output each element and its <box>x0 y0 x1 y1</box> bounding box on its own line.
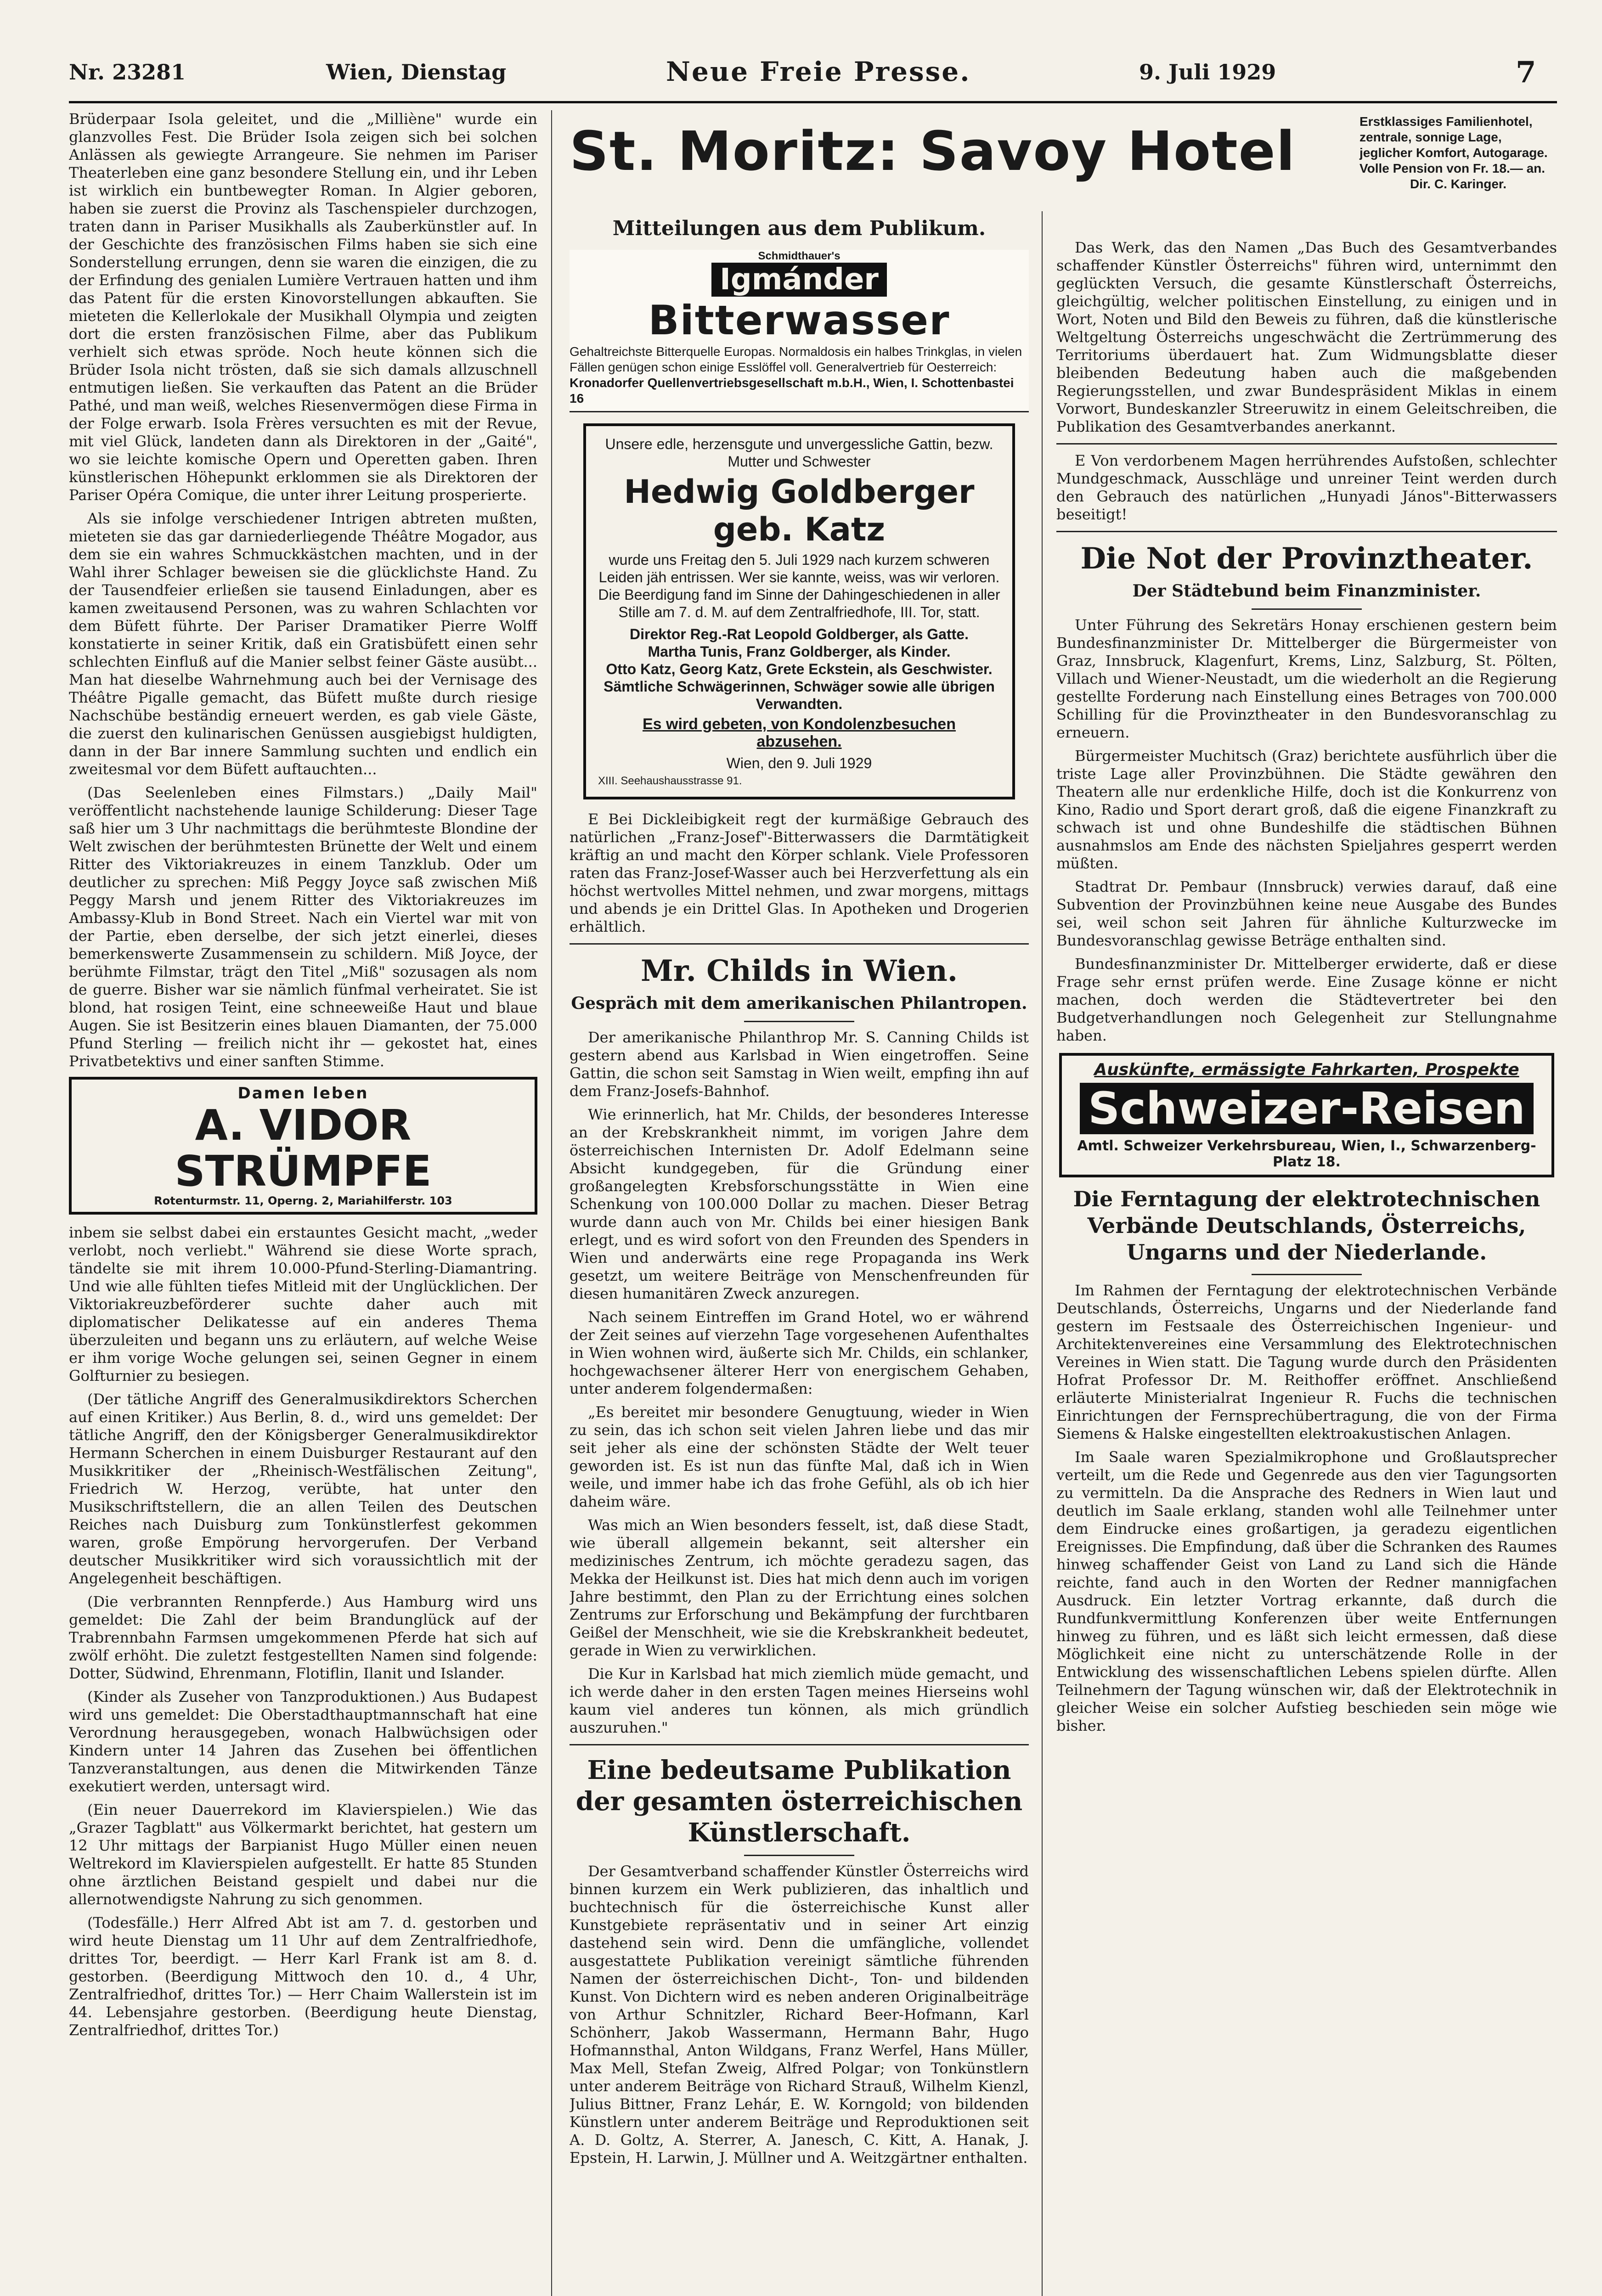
obituary-date: Wien, den 9. Juli 1929 <box>726 755 872 771</box>
article-paragraph: Bürgermeister Muchitsch (Graz) berichtete ausführlich über die triste Lage aller Provinzbühnen. Die Städte gewähren den Theatern alle nur erdenkliche Hilfe, doch ist die Konkurrenz von Kino, Radio und Sport derart groß, daß die eigene Finanzkraft zu schwach ist und ohne Bundeshilfe die städtischen Bühnen ausnahmslos am Ende des nächsten Spieljahres gesperrt werden müßten. <box>1056 747 1557 872</box>
obituary-family: Martha Tunis, Franz Goldberger, als Kinder. <box>648 643 951 660</box>
obituary-family: Sämtliche Schwägerinnen, Schwäger sowie alle übrigen Verwandten. <box>604 678 995 712</box>
article-subheading: Der Städtebund beim Finanzminister. <box>1132 581 1481 601</box>
article-paragraph: Unter Führung des Sekretärs Honay erschienen gestern beim Bundesfinanzminister Dr. Mittelberger die Bürgermeister von Graz, Innsbruck, Klagenfurt, Krems, Linz, Salzburg, St. Pölten, Villach und Wiener-Neustadt, um die wiederholt an die Regierung gestellte Forderung nach Einstellung eines Betrages von 700.000 Schilling für die Provinztheater in den Bundesvoranschlag zu erneuern. <box>1056 616 1557 741</box>
article-heading: Die Not der Provinztheater. <box>1080 541 1533 576</box>
article-paragraph: Nach seinem Eintreffen im Grand Hotel, wo er während der Zeit seines auf vierzehn Tage vorgesehenen Aufenthaltes in Wien wohnen wird, äußerte sich Mr. Childs, ein schlanker, hochgewachsener älterer Herr von energischem Gehaben, unter anderem folgendermaßen: <box>570 1308 1029 1397</box>
schweizer-reisen-advertisement <box>1059 1053 1554 1177</box>
issue-date: 9. Juli 1929 <box>1139 60 1276 84</box>
article-paragraph: (Das Seelenleben eines Filmstars.) „Daily Mail" veröffentlicht nachstehende launige Schilderung: Dieser Tage saß hier um 3 Uhr nachmittags die berühmteste Blondine der Welt zwischen der berühmtesten Brünette der Welt und einem Ritter des Viktoriakreuzes in einem Tanzklub. Oder um deutlicher zu sprechen: Miß Peggy Joyce saß zwischen Miß Peggy Marsh und jenem Ritter des Viktoriakreuzes im Ambassy-Klub in Bond Street. Nach ein Viertel war mit von der Partie, eben derselbe, der sich jetzt einerlei, dieses bemerkenswerte Zusammensein zu schildern. Miß Joyce, der berühmte Filmstar, trägt den Titel „Miß" sozusagen als nom de guerre. Bisher war sie nämlich fünfmal verheiratet. Sie ist blond, hat rosigen Teint, eine schneeweiße Haut und blaue Augen. Sie ist Besitzerin eines blauen Diamanten, der 75.000 Pfund Sterling — freilich nicht ihr — gekostet hat, eines Privatbetektivs und einer sanften Stimme. <box>69 784 537 1070</box>
vidor-advertisement <box>69 1077 537 1215</box>
article-paragraph: (Todesfälle.) Herr Alfred Abt ist am 7. d. gestorben und wird heute Dienstag um 11 Uhr auf dem Zentralfriedhofe, drittes Tor, beerdigt. — Herr Karl Frank ist am 8. d. gestorben. (Beerdigung Mittwoch den 10. d., 4 Uhr, Zentralfriedhof, drittes Tor.) — Herr Chaim Wallerstein ist im 44. Lebensjahre gestorben. (Beerdigung heute Dienstag, Zentralfriedhof, drittes Tor.) <box>69 1914 537 2039</box>
divider <box>570 1744 1029 1745</box>
schweiz-tagline: Auskünfte, ermässigte Fahrkarten, Prospekte <box>1094 1060 1519 1079</box>
article-paragraph: inbem sie selbst dabei ein erstauntes Gesicht macht, „weder verlobt, noch verliebt." Während sie diese Worte sprach, tändelte sie mit ihrem 10.000-Pfund-Sterling-Diamantring. Und wie alle fühlten tiefes Mitleid mit der Unglücklichen. Der Viktoriakreuzbeförderer suchte daher auch mit diplomatischer Delikatesse auf ein anderes Thema überzuleiten und begann uns zu erläutern, auf welche Weise er ihm vorige Woche gelungen sei, seinen Gegner in einem Golfturnier zu besiegen. <box>69 1224 537 1384</box>
article-paragraph: Im Rahmen der Ferntagung der elektrotechnischen Verbände Deutschlands, Österreichs, Ungarns und der Niederlande fand gestern im Festsaale des Österreichischen Ingenieur- und Architektenvereines eine Versammlung des Elektrotechnischen Vereines in Wien statt. Die Tagung wurde durch den Präsidenten Hofrat Professor Dr. M. Reithoffer eröffnet. Anschließend erläuterte Ministerialrat Ingenieur R. Fuchs die technischen Einrichtungen der Fernsprechübertragung, die von der Firma Siemens & Halske eingestellten elektroakustischen Anlagen. <box>1056 1282 1557 1442</box>
article-paragraph: Brüderpaar Isola geleitet, und die „Milliène" wurde ein glanzvolles Fest. Die Brüder Isola zeigen sich bei solchen Anlässen als gewiegte Arrangeure. Sie nehmen im Pariser Theaterleben eine ganz besondere Stellung ein, und ihr Leben ist wirklich ein buntbewegter Roman. In Algier geboren, haben sie zuerst die Provinz als Taschenspieler durchzogen, traten dann in Pariser Musikhalls als Zauberkünstler auf. In der Geschichte des französischen Films haben sie sich eine Sonderstellung errungen, denn sie waren die einzigen, die zu der Erfindung des genialen Lumière Vertrauen hatten und ihm das Patent für die ersten Kinovorstellungen abkauften. Sie mieteten die Kellerlokale der Musikhall Olympia und zeigten dort die ersten französischen Filme, aber das Publikum verhielt sich etwas spröde. Noch heute können sich die Brüder Isola nicht trösten, daß sie sich damals allzuschnell entmutigen ließen. Sie verkauften das Patent an die Brüder Pathé, und man weiß, welches Riesenvermögen diese Firma in der Folge erwarb. Isola Frères versuchten es mit der Revue, mit viel Glück, landeten dann als Direktoren in der „Gaité", wo sie leichte komische Opern und Operetten gaben. Ihren künstlerischen Höhepunkt erklommen sie als Direktoren der Pariser Opéra Comique, die unter ihrer Leitung prosperierte. <box>69 110 537 504</box>
article-heading: Die Ferntagung der elektrotechnischen Verbände Deutschlands, Österreichs, Ungarns und der Niederlande. <box>1073 1187 1540 1265</box>
article-paragraph: Das Werk, das den Namen „Das Buch des Gesamtverbandes schaffender Künstler Österreichs" führen wird, unternimmt den geglückten Versuch, die gesamte Künstlerschaft Österreichs, gleichgültig, welcher politischen Einstellung, zu einigen und in Wort, Noten und Bild den Beweis zu führen, daß die künstlerische Weltgeltung Österreichs ungeschwächt die Zertrümmerung des Territoriums überdauert hat. Zum Widmungsblatte dieser bleibenden Bedeutung haben auch die maßgebenden Regierungsstellen, und zwar Bundespräsident Miklas in einem Vorwort, Bundeskanzler Streeruwitz in einem Geleitschreiben, die Publikation des Gesamtverbandes anerkannt. <box>1056 239 1557 435</box>
hotel-description: Erstklassiges Familienhotel, zentrale, sonnige Lage, jeglicher Komfort, Autogarage. Volle Pension von Fr. 18.— an. <box>1359 114 1548 175</box>
hotel-director: Dir. C. Karinger. <box>1410 177 1507 191</box>
issue-city-day: Wien, Dienstag <box>326 60 507 84</box>
newspaper-title: Neue Freie Presse. <box>666 56 971 87</box>
article-paragraph: (Die verbrannten Rennpferde.) Aus Hamburg wird uns gemeldet: Die Zahl der beim Brandunglück auf der Trabrennbahn Farmsen umgekommenen Pferde hat sich auf zwölf erhöht. Die zuletzt festgestellten Namen sind folgende: Dotter, Südwind, Ehrenmann, Flotiflin, Ilanit und Islander. <box>69 1593 537 1682</box>
igm-product: Bitterwasser <box>648 297 950 344</box>
schweiz-address: Amtl. Schweizer Verkehrsbureau, Wien, I., Schwarzenberg-Platz 18. <box>1077 1138 1536 1170</box>
divider <box>570 943 1029 945</box>
article-paragraph: Bundesfinanzminister Dr. Mittelberger erwiderte, daß er diese Frage sehr ernst prüfen werde. Eine Zusage könne er nicht machen, doch werden die Städtevertreter bei den Budgetverhandlungen noch Gelegenheit zur Stellungnahme haben. <box>1056 955 1557 1044</box>
vidor-address: Rotenturmstr. 11, Operng. 2, Mariahilferstr. 103 <box>154 1194 452 1207</box>
divider <box>1056 443 1557 445</box>
article-paragraph: Was mich an Wien besonders fesselt, ist, daß diese Stadt, wie überall allgemein bekannt, seit altersher ein medizinisches Zentrum, ich möchte geradezu sagen, das Mekka der Heilkunst ist. Dies hat mich denn auch im vorigen Jahre bestimmt, den Plan zu der Errichtung eines solchen Zentrums zur Erforschung und Bekämpfung der furchtbaren Geißel der Menschheit, wie sie die Krebskrankheit bedeutet, gerade in Wien zu verwirklichen. <box>570 1516 1029 1659</box>
hotel-name: St. Moritz: Savoy Hotel <box>570 119 1296 183</box>
article-paragraph: (Kinder als Zuseher von Tanzproduktionen.) Aus Budapest wird uns gemeldet: Die Oberstadthauptmannschaft hat eine Verordnung herausgegeben, wonach Halbwüchsigen oder Kindern unter 14 Jahren das Zusehen bei öffentlichen Tanzveranstaltungen, aus denen die Mitwirkenden Tänze exekutiert werden, untersagt wird. <box>69 1688 537 1795</box>
divider <box>744 1021 854 1022</box>
article-paragraph: „Es bereitet mir besondere Genugtuung, wieder in Wien zu sein, das ich schon seit vielen Jahren liebe und das mir seit jeher als eine der schönsten Städte der Welt teuer geworden ist. Es ist nun das fünfte Mal, daß ich in Wien weile, und immer habe ich das frohe Gefühl, als ob ich hier daheim wäre. <box>570 1403 1029 1510</box>
obituary-family: Otto Katz, Georg Katz, Grete Eckstein, als Geschwister. <box>606 661 993 677</box>
article-paragraph: Als sie infolge verschiedener Intrigen abtreten mußten, mieteten sie das gar darniederliegende Théâtre Mogador, aus dem sie ein wahres Schmuckkästchen machten, und in der Wahl ihrer Schlager beweisen sie die glücklichste Hand. Zu der Tausendfeier erließen sie tausend Einladungen, aber es kamen zweitausend Personen, was zu wahren Schlachten vor dem Büfett führte. Der Pariser Dramatiker Pierre Wolff konstatierte in seiner Kritik, daß ein Gratisbüfett einen sehr schlechten Einfluß auf die Manier selbst feiner Gäste ausübt... Man hat dieselbe Wahrnehmung auch bei der Vernisage des Théâtre Pigalle gemacht, das Büfett mußte durch riesige Nachschübe beständig erneuert werden, es gab viele Gäste, die zuerst den kulinarischen Genüssen ausgiebigst huldigten, dann in der Bar innere Sammlung suchten und endlich ein zweitesmal vor dem Büfett auftauchten... <box>69 510 537 778</box>
article-subheading: Gespräch mit dem amerikanischen Philantropen. <box>571 994 1027 1013</box>
vidor-tagline: Damen leben <box>237 1084 369 1103</box>
column-left <box>69 110 537 2296</box>
obituary-notice <box>583 423 1015 799</box>
article-heading: Mr. Childs in Wien. <box>640 954 958 988</box>
page-number: 7 <box>1516 55 1536 90</box>
divider <box>1056 531 1557 532</box>
article-paragraph: (Der tätliche Angriff des Generalmusikdirektors Scherchen auf einen Kritiker.) Aus Berlin, 8. d., wird uns gemeldet: Der tätliche Angriff, den der Königsberger Generalmusikdirektor Hermann Scherchen in einem Duisburger Restaurant auf den Musikkritiker der „Rheinisch-Westfälischen Zeitung", Friedrich W. Herzog, verübte, hat unter den Musikschriftstellern, die an allen Teilen des Deutschen Reiches nach Duisburg zum Tonkünstlerfest gekommen waren, große Empörung hervorgerufen. Der Verband deutscher Musikkritiker wird sich voraussichtlich mit der Angelegenheit beschäftigen. <box>69 1390 537 1587</box>
hotel-advertisement-details <box>1359 114 1557 192</box>
vidor-brand: A. VIDOR STRÜMPFE <box>175 1101 432 1196</box>
igm-brand: Igmánder <box>711 263 887 297</box>
newspaper-page <box>69 55 1557 2296</box>
divider <box>1252 1274 1362 1275</box>
obituary-address: XIII. Seehaushausstrasse 91. <box>598 775 742 787</box>
igm-dealer: Kronadorfer Quellenvertriebsgesellschaft m.b.H., Wien, I. Schottenbastei 16 <box>570 376 1014 405</box>
igmander-advertisement <box>570 250 1029 412</box>
obituary-text: wurde uns Freitag den 5. Juli 1929 nach kurzem schweren Leiden jäh entrissen. Wer sie kannte, weiss, was wir verloren. Die Beerdigung fand im Sinne der Dahingeschiedenen in aller Stille am 7. d. M. auf dem Zentralfriedhofe, III. Tor, statt. <box>598 551 1000 620</box>
hotel-advertisement <box>570 115 1350 193</box>
igm-producer: Schmidthauer's <box>758 250 840 262</box>
divider <box>744 1855 854 1856</box>
article-paragraph: Stadtrat Dr. Pembaur (Innsbruck) verwies darauf, daß eine Subvention der Provinzbühnen keine neue Ausgabe des Bundes sei, weil schon seit Jahren für ähnliche Kulturzwecke im Bundesvoranschlag gewisse Beträge enthalten sind. <box>1056 878 1557 949</box>
obituary-name: Hedwig Goldberger geb. Katz <box>624 473 975 548</box>
issue-number: Nr. 23281 <box>69 60 186 84</box>
article-paragraph: Im Saale waren Spezialmikrophone und Großlautsprecher verteilt, um die Rede und Gegenrede aus den vier Tagungsorten zu vermitteln. Da die Ansprache des Redners in Wien laut und deutlich im Saale erklang, standen wohl alle Teilnehmer unter dem Eindrucke eines großartigen, ja geradezu eigentlichen Ereignisses. Die Empfindung, daß über die Schranken des Raumes hinweg schaffender Geist von Land zu Land sich die Hände reichte, fand auch in den Worten der Redner mannigfachen Ausdruck. Ein letzter Vortrag erkannte, daß durch die Rundfunkvermittlung Konferenzen über weite Entfernungen hinweg zu führen, und es läßt sich leicht ermessen, daß diese Möglichkeit eine nicht zu unterschätzende Rolle in der Entwicklung des wissenschaftlichen Lebens spielen dürfte. Allen Teilnehmern der Tagung wünschen wir, daß der Elektrotechnik in gleicher Weise ein solcher Aufstieg beschieden sein möge wie bisher. <box>1056 1448 1557 1734</box>
article-paragraph: E Von verdorbenem Magen herrührendes Aufstoßen, schlechter Mundgeschmack, Ausschläge und unreiner Teint werden durch den Gebrauch des natürlichen „Hunyadi János"-Bitterwassers beseitigt! <box>1056 452 1557 523</box>
section-heading: Mitteilungen aus dem Publikum. <box>612 217 986 240</box>
article-paragraph: Der amerikanische Philanthrop Mr. S. Canning Childs ist gestern abend aus Karlsbad in Wien eingetroffen. Seine Gattin, die schon seit Samstag in Wien weilt, empfing ihn auf dem Franz-Josefs-Bahnhof. <box>570 1029 1029 1100</box>
divider <box>1252 608 1362 610</box>
schweiz-brand: Schweizer-Reisen <box>1080 1083 1534 1134</box>
column-rule <box>1042 211 1043 2296</box>
obituary-family: Direktor Reg.-Rat Leopold Goldberger, als Gatte. <box>630 626 969 642</box>
article-paragraph: Der Gesamtverband schaffender Künstler Österreichs wird binnen kurzem ein Werk publizieren, das inhaltlich und buchtechnisch für die österreichische Kunst aller Kunstgebiete repräsentativ und in seiner Art einzig dastehend sein wird. Denn die umfängliche, vollendet ausgestattete Publikation vereinigt sämtliche führenden Namen der österreichischen Dicht-, Ton- und bildenden Kunst. Von Dichtern wird es neben anderen Originalbeiträge von Arthur Schnitzler, Richard Beer-Hofmann, Karl Schönherr, Jakob Wassermann, Hermann Bahr, Hugo Hofmannsthal, Anton Wildgans, Franz Werfel, Hans Müller, Max Mell, Stefan Zweig, Alfred Polgar; von Tonkünstlern unter anderem Beiträge von Richard Strauß, Wilhelm Kienzl, Julius Bittner, Franz Lehár, E. W. Korngold; von bildenden Künstlern unter anderem Beiträge und Reproduktionen seit A. D. Goltz, A. Sterrer, A. Janesch, C. Kitt, A. Hanak, J. Epstein, H. Larwin, J. Müllner und A. Weitzgärtner enthalten. <box>570 1863 1029 2167</box>
article-paragraph: E Bei Dickleibigkeit regt der kurmäßige Gebrauch des natürlichen „Franz-Josef"-Bitterwassers die Darmtätigkeit kräftig an und macht den Körper schlank. Viele Professoren raten das Franz-Josef-Wasser auch bei Herzverfettung als ein höchst wertvolles Mittel nehmen, und zwar morgens, mittags und abends je ein Drittel Glas. In Apotheken und Drogerien erhältlich. <box>570 810 1029 935</box>
article-heading: Eine bedeutsame Publikation der gesamten österreichischen Künstlerschaft. <box>575 1755 1023 1848</box>
igm-description: Gehaltreichste Bitterquelle Europas. Normaldosis ein halbes Trinkglas, in vielen Fällen genügen schon einige Esslöffel voll. Generalvertrieb für Oesterreich: <box>570 344 1022 374</box>
article-paragraph: Wie erinnerlich, hat Mr. Childs, der besonderes Interesse an der Krebskrankheit nimmt, im vorigen Jahre dem österreichischen Internisten Dr. Adolf Edelmann seine Absicht kundgegeben, für die Gründung einer großangelegten Krebsforschungsstätte in Wien eine Schenkung von 100.000 Dollar zu machen. Dieser Betrag wurde dann auch von Mr. Childs bei einer hiesigen Bank erlegt, und es wird sofort von den Freunden des Spenders in Wien und anderwärts eine rege Propaganda ins Werk gesetzt, um weitere Beiträge von Menschenfreunden für diesen humanitären Zweck anzuregen. <box>570 1106 1029 1302</box>
article-paragraph: Die Kur in Karlsbad hat mich ziemlich müde gemacht, und ich werde daher in den ersten Tagen meines Hierseins wohl kaum viel anderes tun können, als mich gründlich auszuruhen." <box>570 1665 1029 1736</box>
obituary-request: Es wird gebeten, von Kondolenzbesuchen abzusehen. <box>643 715 956 750</box>
column-rule <box>551 110 552 2296</box>
column-right <box>1056 239 1557 2296</box>
column-middle <box>570 211 1029 2296</box>
masthead <box>69 55 1557 103</box>
obituary-intro: Unsere edle, herzensgute und unvergessliche Gattin, bezw. Mutter und Schwester <box>605 436 993 470</box>
article-paragraph: (Ein neuer Dauerrekord im Klavierspielen.) Wie das „Grazer Tagblatt" aus Völkermarkt berichtet, hat gestern um 12 Uhr mittags der Barpianist Hugo Müller einen neuen Weltrekord im Klavierspielen aufgestellt. Er hatte 85 Stunden ohne ärztlichen Beistand gespielt und dabei nur die allernotwendigste Nahrung zu sich genommen. <box>69 1801 537 1908</box>
